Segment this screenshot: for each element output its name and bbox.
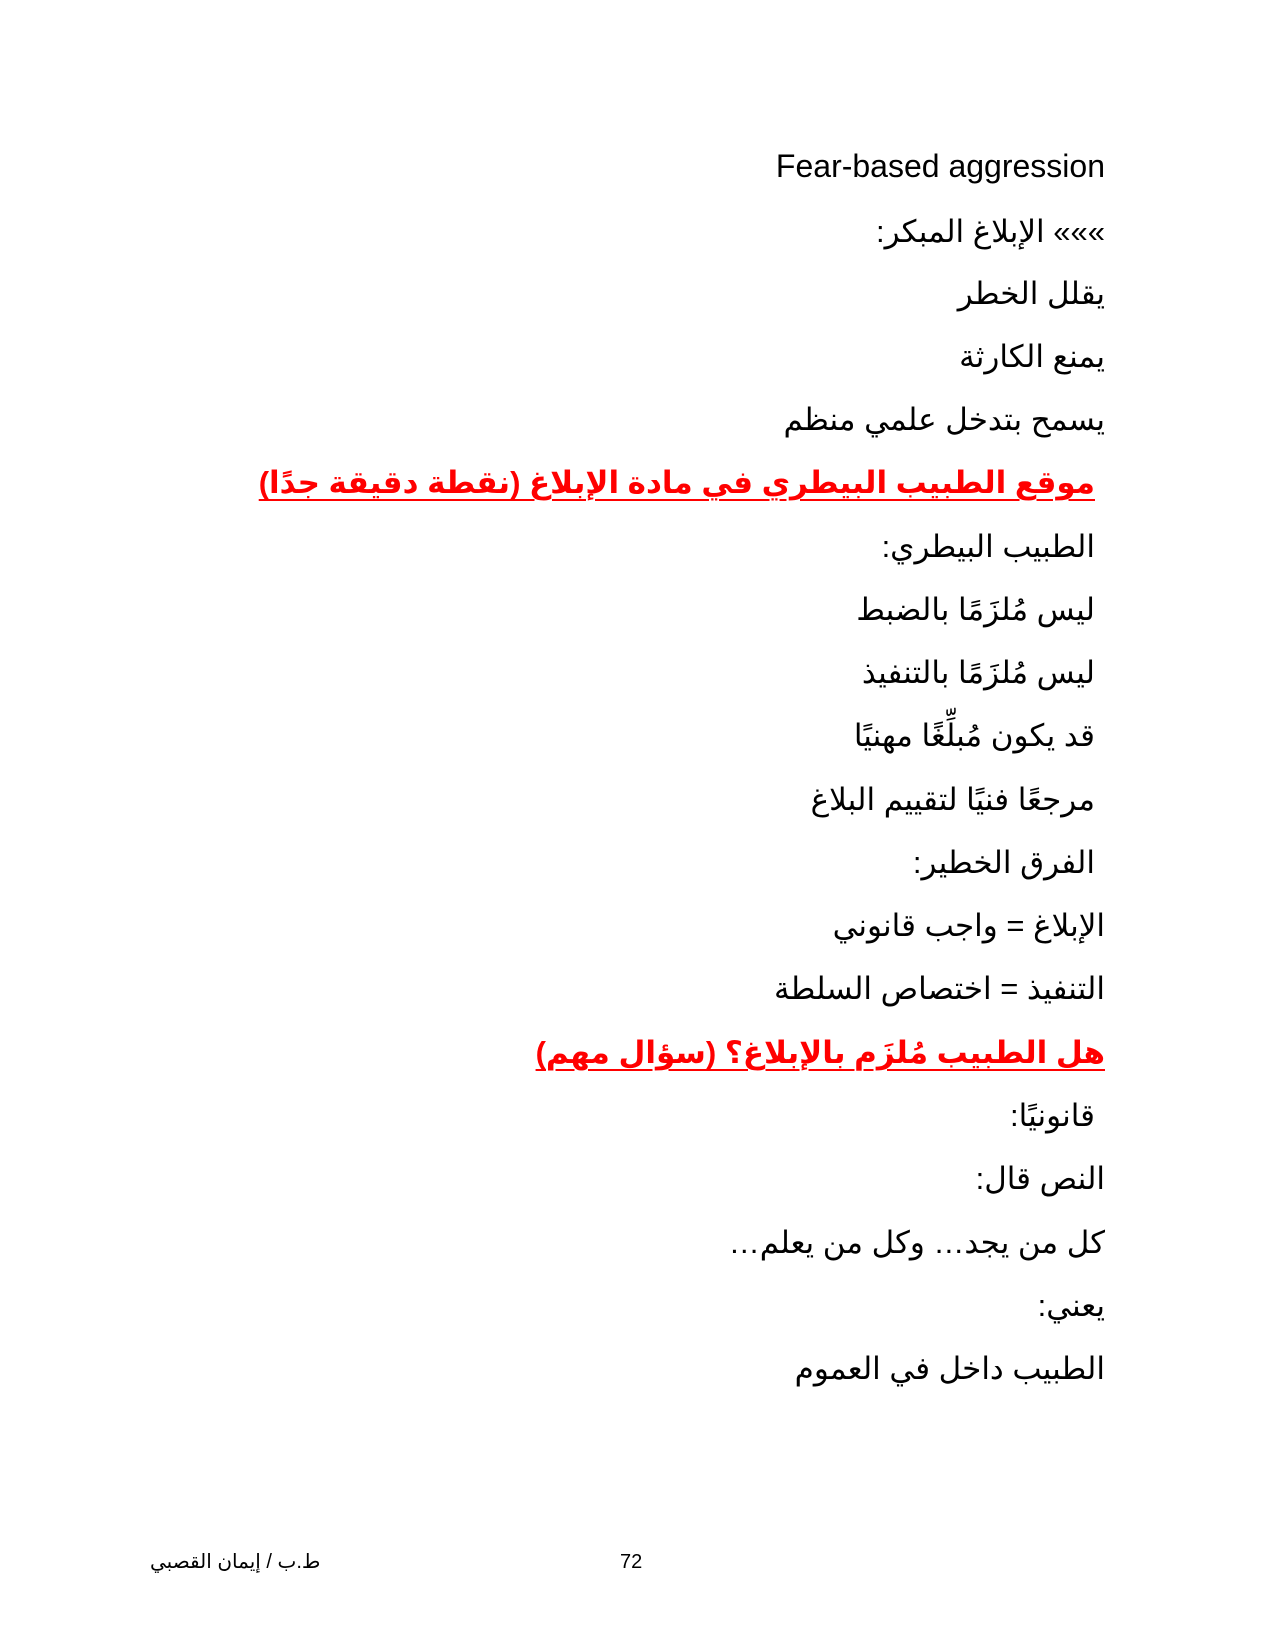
section-label-meaning: يعني: [1037, 1288, 1105, 1323]
list-item: يمنع الكارثة [959, 339, 1105, 374]
footer-author: ط.ب / إيمان القصبي [150, 1551, 321, 1573]
list-item: يقلل الخطر [957, 276, 1105, 311]
list-item: ليس مُلزَمًا بالتنفيذ [861, 655, 1095, 690]
section-label-legally: قانونيًا: [1010, 1098, 1095, 1133]
section-heading-vet-obligation: هل الطبيب مُلزَم بالإبلاغ؟ (سؤال مهم) [535, 1035, 1105, 1070]
section-label-difference: الفرق الخطير: [912, 845, 1095, 880]
section-label-text-said: النص قال: [975, 1161, 1105, 1196]
quoted-text: كل من يجد… وكل من يعلم… [728, 1225, 1105, 1260]
list-item: يسمح بتدخل علمي منظم [783, 402, 1105, 437]
list-item: التنفيذ = اختصاص السلطة [774, 971, 1105, 1006]
topic-title: Fear-based aggression [775, 148, 1105, 184]
list-item: مرجعًا فنيًا لتقييم البلاغ [810, 782, 1095, 817]
section-heading-vet-position: موقع الطبيب البيطري في مادة الإبلاغ (نقطة دقيقة جدًا) [258, 465, 1095, 500]
list-item: الطبيب داخل في العموم [794, 1351, 1105, 1386]
list-item: ليس مُلزَمًا بالضبط [856, 592, 1095, 627]
list-item: قد يكون مُبلِّغًا مهنيًا [853, 718, 1095, 753]
section-label-early-reporting: »»» الإبلاغ المبكر: [875, 214, 1105, 249]
list-item: الإبلاغ = واجب قانوني [832, 908, 1105, 943]
page-number: 72 [620, 1551, 643, 1573]
section-label-vet: الطبيب البيطري: [881, 529, 1095, 564]
